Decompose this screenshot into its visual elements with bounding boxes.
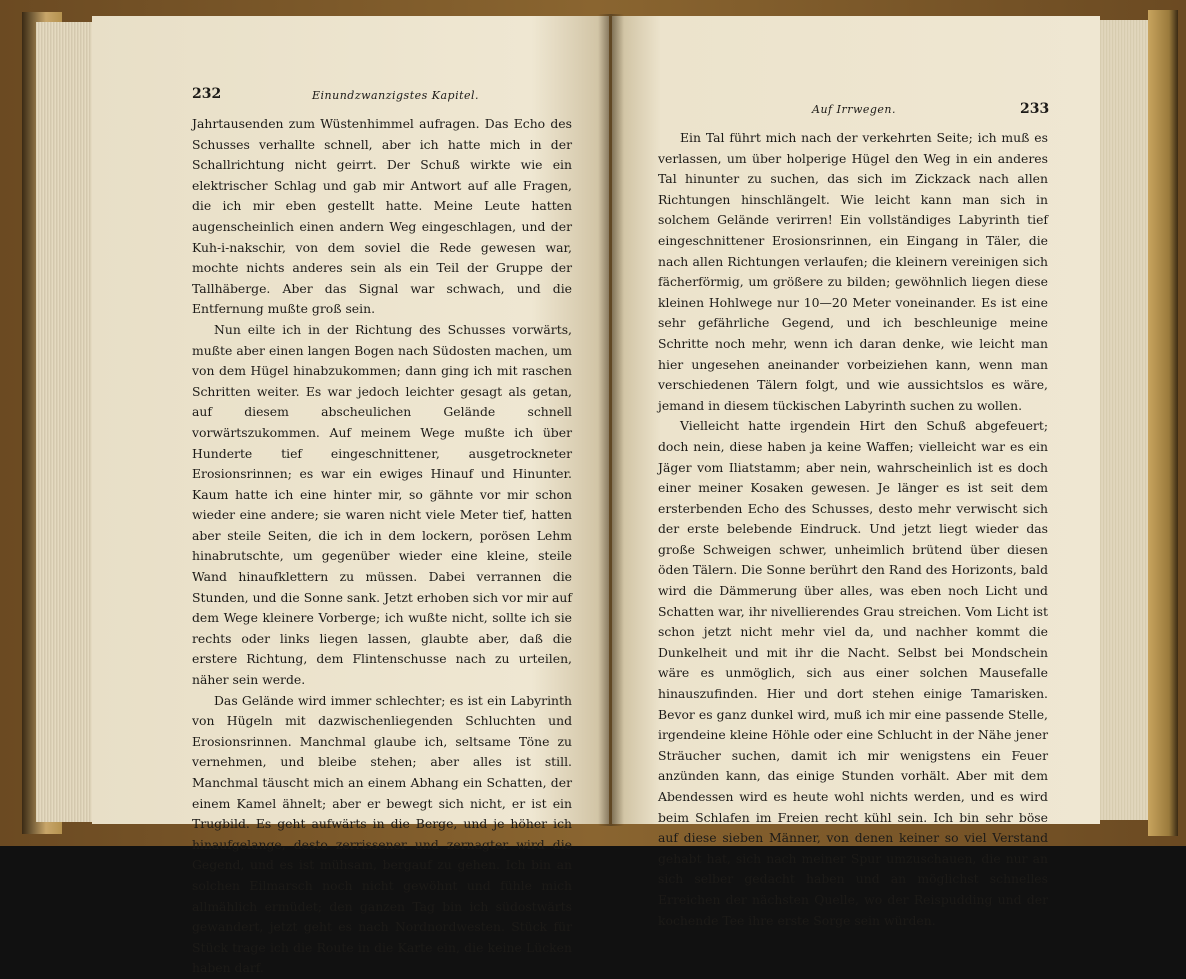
paragraph: Jahrtausenden zum Wüstenhimmel aufragen. Das Echo des Schusses verhallte schnell, aber ich hatte mich in der Schallrichtung nicht geirrt. Der Schuß wirkte wie ein elektrischer Schlag und gab mir Antwort auf alle Fragen, die ich mir eben gestellt hatte. Meine Leute hatten augenscheinlich einen andern Weg eingeschlagen, und der Kuh-i-nakschir, von dem soviel die Rede gewesen war, mochte nichts anderes sein als ein Teil der Gruppe der Tallhäberge. Aber das Signal war schwach, und die Entfernung mußte groß sein. bbox=[192, 116, 572, 317]
right-page bbox=[612, 16, 1100, 928]
book-gutter bbox=[598, 14, 624, 826]
paragraph: Nun eilte ich in der Richtung des Schusses vorwärts, mußte aber einen langen Bogen nach Südosten machen, um von dem Hügel hinabzukommen; dann ging ich mit raschen Schritten weiter. Es war jedoch leichter gesagt als getan, auf diesem abscheulichen Gelände schnell vorwärtszukommen. Auf meinem Wege mußte ich über Hunderte tief eingeschnittener, ausgetrockneter Erosionsrinnen; es war ein ewiges Hinauf und Hinunter. Kaum hatte ich eine hinter mir, so gähnte vor mir schon wieder eine andere; sie waren nicht viele Meter tief, hatten aber steile Seiten, die ich in dem lockern, porösen Lehm hinabrutschte, um gegenüber wieder eine kleine, steile Wand hinaufklettern zu müssen. Dabei verrannen die Stunden, und die Sonne sank. Jetzt erhoben sich vor mir auf dem Wege kleinere Vorberge; ich wußte nicht, sollte ich sie rechts oder links liegen lassen, glaubte aber, daß die erstere Richtung, dem Flintenschusse nach zu urteilen, näher sein werde. bbox=[192, 321, 572, 688]
paragraph: Vielleicht hatte irgendein Hirt den Schuß abgefeuert; doch nein, diese haben ja keine Waffen; vielleicht war es ein Jäger vom Iliatstamm; aber nein, wahrscheinlich ist es doch einer meiner Kosaken gewesen. Je länger es ist seit dem ersterbenden Echo des Schusses, desto mehr verwischt sich der erste belebende Eindruck. Und jetzt liegt wieder das große Schweigen schwer, unheimlich brütend über diesen öden Tälern. Die Sonne berührt den Rand des Horizonts, bald wird die Dämmerung über alles, was eben noch Licht und Schatten war, ihr nivellierendes Grau streichen. Vom Licht ist schon jetzt nicht mehr viel da, und nachher kommt die Dunkelheit und mit ihr die Nacht. Selbst bei Mondschein wäre es unmöglich, sich aus einer solchen Mausefalle hinauszufinden. Hier und dort stehen einige Tamarisken. Bevor es ganz dunkel wird, muß ich mir eine passende Stelle, irgendeine kleine Höhle oder eine Schlucht in der Nähe jener Sträucher suchen, damit ich mir wenigstens ein Feuer anzünden kann, das einige Stunden vorhält. Aber mit dem Abendessen wird es heute wohl nichts werden, und es wird beim Schlafen im Freien recht kühl sein. Ich bin sehr böse auf diese sieben Männer, von denen keiner so viel Verstand gehabt hat, sich nach meiner Spur umzuschauen, die nur an sich selber gedacht haben und an möglichst schnelles Erreichen der nächsten Quelle, wo der Reispudding und der kochende Tee ihre erste Sorge sein würden. bbox=[658, 418, 1048, 928]
paragraph: Ein Tal führt mich nach der verkehrten Seite; ich muß es verlassen, um über holperige Hügel den Weg in ein anderes Tal hinunter zu suchen, das sich im Zickzack nach allen Richtungen hinschlängelt. Wie leicht kann man sich in solchem Gelände verirren! Ein vollständiges Labyrinth tief eingeschnittener Erosionsrinnen, ein Eingang in Täler, die nach allen Richtungen verlaufen; die kleinern vereinigen sich fächerförmig, um größere zu bilden; gewöhnlich liegen diese kleinen Hohlwege nur 10—20 Meter voneinander. Es ist eine sehr gefährliche Gegend, und ich beschleunige meine Schritte noch mehr, wenn ich daran denke, wie leicht man hier ungesehen aneinander vorbeiziehen kann, wenn man verschiedenen Tälern folgt, und wie aussichtslos es wäre, jemand in diesem tückischen Labyrinth suchen zu wollen. bbox=[658, 130, 1048, 413]
running-head: Einundzwanzigstes Kapitel. bbox=[312, 89, 480, 102]
book-cover-right bbox=[1148, 10, 1178, 836]
running-head: Auf Irrwegen. bbox=[812, 103, 897, 116]
page-edges-left bbox=[36, 22, 98, 822]
right-body-text bbox=[658, 128, 1048, 931]
left-page bbox=[92, 16, 609, 976]
page-number: 232 bbox=[192, 86, 222, 102]
page-number: 233 bbox=[1020, 101, 1050, 117]
left-body-text bbox=[192, 114, 572, 979]
paragraph: Das Gelände wird immer schlechter; es ist ein Labyrinth von Hügeln mit dazwischenliegenden Schluchten und Erosionsrinnen. Manchmal glaube ich, seltsame Töne zu vernehmen, und bleibe stehen; aber alles ist still. Manchmal täuscht mich an einem Abhang ein Schatten, der einem Kamel ähnelt; aber er bewegt sich nicht, er ist ein Trugbild. Es geht aufwärts in die Berge, und je höher ich hinaufgelange, desto zerrissener und zernagter wird die Gegend, und es ist mühsam, bergauf zu gehen. Ich bin an solchen Eilmarsch noch nicht gewöhnt und fühle mich allmählich ermüdet; den ganzen Tag bin ich südostwärts gewandert, jetzt geht es nach Nordnordwesten. Stück für Stück trage ich die Route in die Karte ein, die keine Lücken haben darf. bbox=[192, 692, 572, 976]
